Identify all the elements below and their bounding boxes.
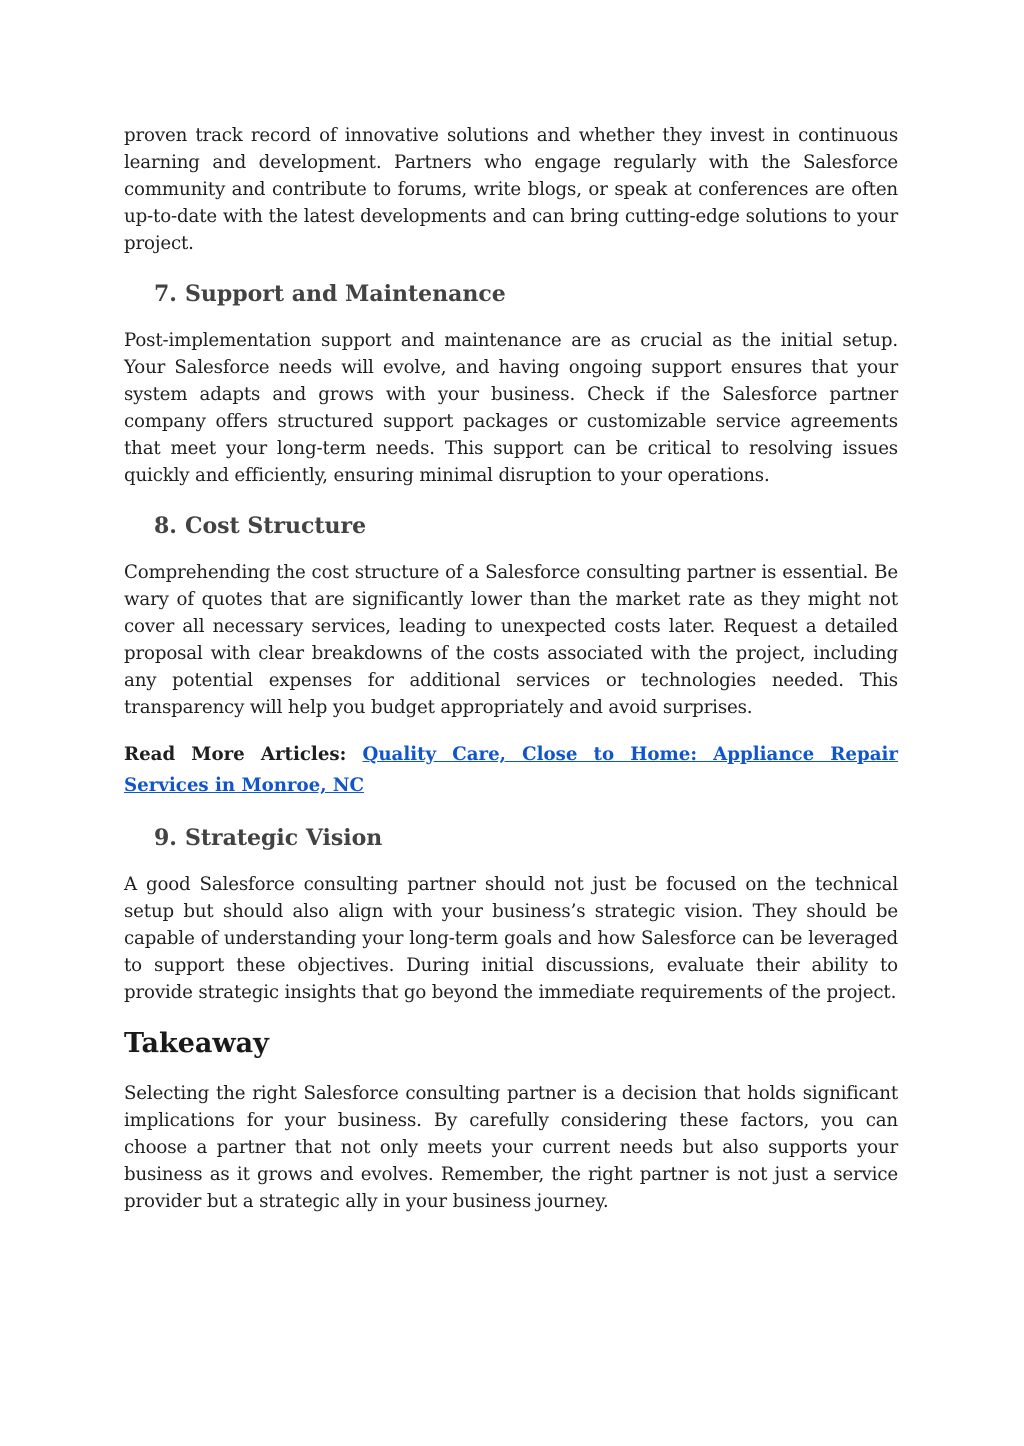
vision-paragraph: A good Salesforce consulting partner should not just be focused on the technical setup but should also align with your business’s strategic vision. They should be capable of understanding your long-term goals and how Salesforce can be leveraged to support these objectives. During initial discussions, evaluate their ability to provide strategic insights that go beyond the immediate requirements of the project.	[124, 874, 898, 1003]
read-more-label: Read More Articles:	[124, 744, 347, 765]
intro-paragraph: proven track record of innovative solutions and whether they invest in continuous learning and development. Partners who engage regularly with the Salesforce community and contribute to forums, write blogs, or speak at conferences are often up-to-date with the latest developments and can bring cutting-edge solutions to your project.	[124, 125, 898, 254]
heading-title: Cost Structure	[184, 513, 367, 539]
heading-cost-structure	[124, 511, 898, 541]
heading-title: Strategic Vision	[184, 825, 383, 851]
read-more-link[interactable]: Quality Care, Close to Home: Appliance Repair Services in Monroe, NC	[124, 744, 898, 796]
cost-paragraph: Comprehending the cost structure of a Salesforce consulting partner is essential. Be wary of quotes that are significantly lower than the market rate as they might not cover all necessary services, leading to unexpected costs later. Request a detailed proposal with clear breakdowns of the costs associated with the project, including any potential expenses for additional services or technologies needed. This transparency will help you budget appropriately and avoid surprises.	[124, 562, 898, 718]
document-page	[124, 122, 898, 1215]
support-paragraph: Post-implementation support and maintenance are as crucial as the initial setup. Your Salesforce needs will evolve, and having ongoing support ensures that your system adapts and grows with your business. Check if the Salesforce partner company offers structured support packages or customizable service agreements that meet your long-term needs. This support can be critical to resolving issues quickly and efficiently, ensuring minimal disruption to your operations.	[124, 330, 898, 486]
heading-number: 8.	[154, 513, 177, 539]
takeaway-paragraph: Selecting the right Salesforce consulting partner is a decision that holds significant implications for your business. By carefully considering these factors, you can choose a partner that not only meets your current needs but also supports your business as it grows and evolves. Remember, the right partner is not just a service provider but a strategic ally in your business journey.	[124, 1083, 898, 1212]
heading-takeaway: Takeaway	[124, 1028, 269, 1059]
read-more-line	[124, 739, 898, 801]
heading-number: 9.	[154, 825, 177, 851]
heading-title: Support and Maintenance	[184, 281, 506, 307]
heading-number: 7.	[154, 281, 177, 307]
heading-support-maintenance	[124, 279, 898, 309]
heading-strategic-vision	[124, 823, 898, 853]
